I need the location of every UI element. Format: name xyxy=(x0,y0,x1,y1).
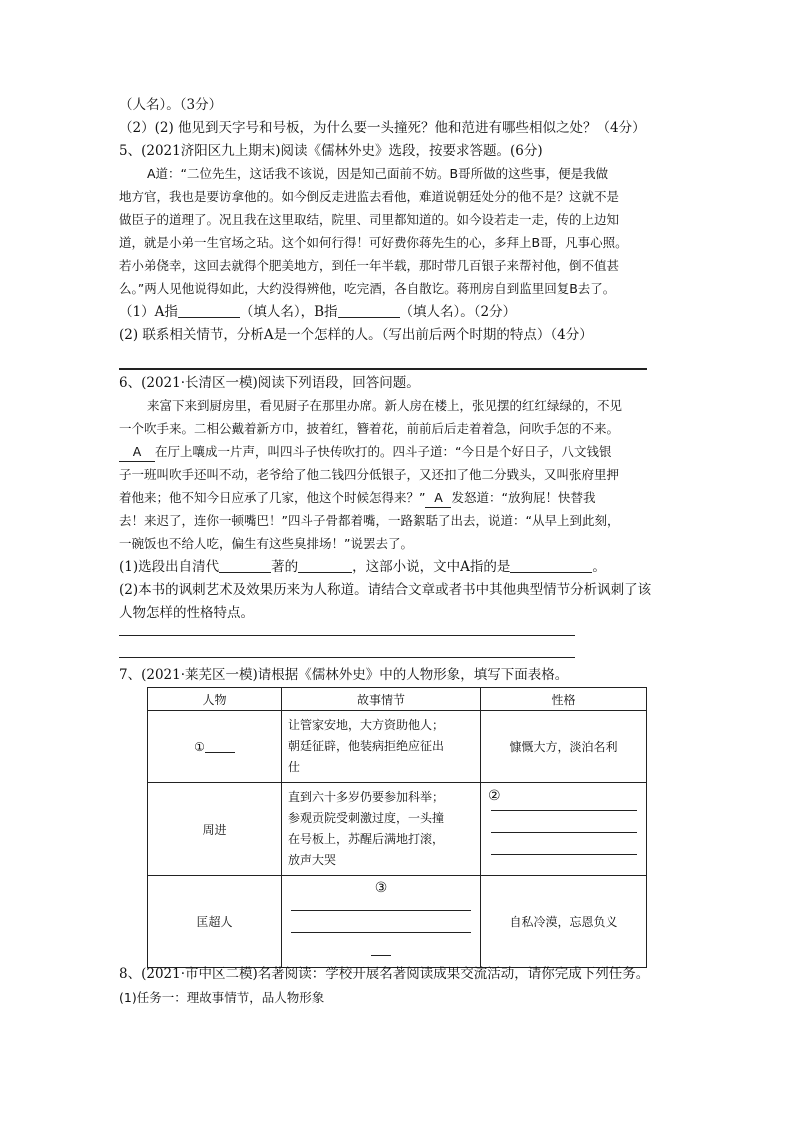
person-cell: 周进 xyxy=(148,783,282,876)
q6-sub1-text: 著的 xyxy=(271,559,299,575)
person-cell[interactable] xyxy=(148,711,282,783)
q6-mark-a: A xyxy=(425,489,451,508)
column-header: 故事情节 xyxy=(282,688,481,711)
answer-number: ② xyxy=(488,788,501,804)
q8-task-1: (1)任务一：理故事情节，品人物形象 xyxy=(119,990,325,1005)
story-line: 仕 xyxy=(288,760,301,774)
q4-question-2: （2）(2) 他见到天字号和号板，为什么要一头撞死？他和范进有哪些相似之处？（4分） xyxy=(119,120,646,136)
q5-passage-line: 做臣子的道理了。况且我在这里取结，院里、司里都知道的。如今设若走一走，传的上边知 xyxy=(119,212,620,227)
q6-passage-line xyxy=(119,443,611,462)
q5-passage-line: 道，就是小弟一生官场之玷。这个如何行得！可好费你蒋先生的心，多拜上B哥，凡事心照。 xyxy=(119,235,628,250)
q6-passage-line: 去！来迟了，连你一顿嘴巴！”四斗子骨都着嘴，一路絮聒了出去，说道：“从早上到此刻， xyxy=(119,513,620,528)
q6-book-blank[interactable] xyxy=(298,558,352,573)
answer-line[interactable] xyxy=(119,635,575,636)
q6-sub2: 人物怎样的性格特点。 xyxy=(119,605,254,621)
column-header: 人物 xyxy=(148,688,282,711)
q8-header: 8、(2021·市中区二模)名著阅读：学校开展名著阅读成果交流活动，请你完成下列任务。 xyxy=(119,966,650,982)
answer-line[interactable] xyxy=(119,657,575,658)
answer-line[interactable] xyxy=(491,854,637,855)
q5-passage-line: A道：“二位先生，这话我不该说，因是知己面前不妨。B哥所做的这些事，便是我做 xyxy=(147,166,609,181)
q6-sub1-text: 。 xyxy=(592,559,606,575)
answer-line[interactable] xyxy=(119,368,647,370)
trait-cell: 自私冷漠，忘恩负义 xyxy=(481,876,647,968)
q6-passage-line: 来富下来到厨房里，看见厨子在那里办席。新人房在楼上，张见摆的红红绿绿的，不见 xyxy=(147,398,623,413)
trait-answer-cell[interactable] xyxy=(481,783,647,876)
table-row xyxy=(148,783,647,876)
q5-answer-b-blank[interactable] xyxy=(338,303,400,318)
q6-passage-text: 发怒道：“放狗屁！快替我 xyxy=(451,490,596,505)
answer-line[interactable] xyxy=(291,932,471,933)
q6-passage-line: 子一班叫吹手还叫不动，老爷给了他二钱四分低银子，又还扣了他二分戥头，又叫张府里押 xyxy=(119,467,620,482)
person-cell: 匡超人 xyxy=(148,876,282,968)
q6-header: 6、(2021·长清区一模)阅读下列语段，回答问题。 xyxy=(119,375,420,391)
trait-cell: 慷慨大方，淡泊名利 xyxy=(481,711,647,783)
q5-sub2: (2) 联系相关情节，分析A是一个怎样的人。（写出前后两个时期的特点）（4分） xyxy=(119,327,593,343)
q6-person-blank[interactable] xyxy=(510,558,592,573)
character-table xyxy=(147,687,647,968)
story-answer-cell[interactable] xyxy=(282,876,481,968)
answer-line[interactable] xyxy=(491,832,637,833)
story-cell xyxy=(282,711,481,783)
q6-passage-text: 着他来；他不知今日应承了几家，他这个时候怎得来？” xyxy=(119,490,426,505)
story-line: 放声大哭 xyxy=(288,853,337,867)
answer-line[interactable] xyxy=(491,810,637,811)
story-cell xyxy=(282,783,481,876)
table-header-row xyxy=(148,688,647,711)
table-row xyxy=(148,711,647,783)
story-line: 直到六十多岁仍要参加科举； xyxy=(288,790,445,804)
q6-passage-line: 一个吹手来。二相公戴着新方巾，披着红，簪着花，前前后后走着着急，问吹手怎的不来。 xyxy=(119,421,620,436)
story-line: 在号板上，苏醒后满地打滚， xyxy=(288,832,445,846)
q6-passage-line: 一碗饭也不给人吃，偏生有这些臭排场！”说罢去了。 xyxy=(119,536,413,551)
q5-answer-a-blank[interactable] xyxy=(178,303,240,318)
q5-passage-line: 若小弟侥幸，这回去就得个肥美地方，到任一年半载，那时带几百银子来帮衬他，倒不值甚 xyxy=(119,258,620,273)
q6-sub2: (2)本书的讽刺艺术及效果历来为人称道。请结合文章或者书中其他典型情节分析讽刺了该 xyxy=(119,582,652,598)
table-row xyxy=(148,876,647,968)
q5-header: 5、(2021济阳区九上期末)阅读《儒林外史》选段，按要求答题。(6分) xyxy=(119,143,543,159)
q6-sub1 xyxy=(119,558,606,576)
answer-number: ③ xyxy=(374,880,388,896)
answer-line[interactable] xyxy=(291,910,471,911)
q6-author-blank[interactable] xyxy=(219,558,271,573)
q5-passage-line: 么。”两人见他说得如此，大约没得辨他，吃完酒，各自散讫。蒋刑房自到监里回复B去了。 xyxy=(119,281,616,296)
q5-passage-line: 地方官，我也是要访拿他的。如今倒反走进监去看他，难道说朝廷处分的他不是？这就不是 xyxy=(119,189,620,204)
column-header: 性格 xyxy=(481,688,647,711)
q5-sub1-text-b: （填人名），B指 xyxy=(239,304,338,320)
answer-blank[interactable] xyxy=(205,740,235,753)
person-number: ① xyxy=(194,739,205,754)
story-line: 朝廷征辟，他装病拒绝应征出 xyxy=(288,739,445,753)
q4-line-1: （人名）。（3分） xyxy=(119,97,223,113)
q6-sub1-text: ，这部小说，文中A指的是 xyxy=(352,559,511,575)
story-line: 让管家安地，大方资助他人； xyxy=(288,718,445,732)
q7-header: 7、(2021·莱芜区一模)请根据《儒林外史》中的人物形象，填写下面表格。 xyxy=(119,667,569,683)
q6-sub1-text: (1)选段出自清代 xyxy=(119,559,220,575)
q6-mark-a: A xyxy=(119,443,155,462)
q5-sub1 xyxy=(119,303,516,321)
answer-line[interactable] xyxy=(371,955,391,956)
q5-sub1-text-a: （1）A指 xyxy=(119,304,178,320)
story-line: 参观贡院受刺激过度，一头撞 xyxy=(288,811,445,825)
q6-passage-text: 在厅上嚷成一片声，叫四斗子快传吹打的。四斗子道：“今日是个好日子，八文钱银 xyxy=(155,444,612,459)
q5-sub1-text-c: （填人名）。（2分） xyxy=(399,304,517,320)
q6-passage-line xyxy=(119,489,595,508)
